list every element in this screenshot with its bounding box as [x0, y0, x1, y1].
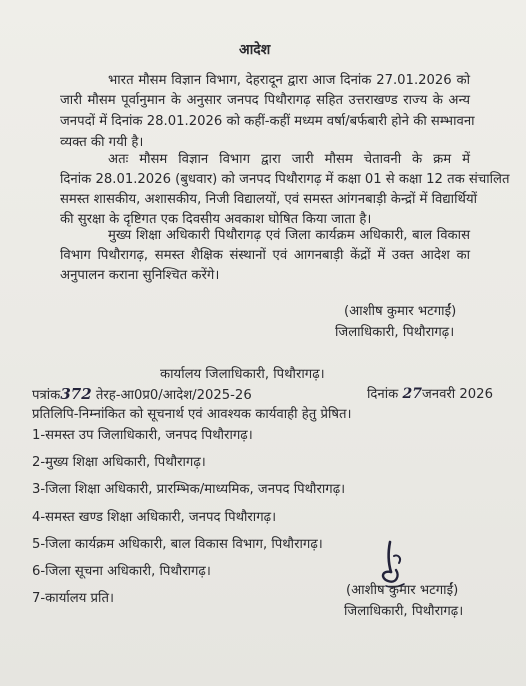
para3-line3: अनुपालन कराना सुनिश्चित करेंगे। — [60, 268, 220, 283]
ref-prefix: पत्रांक — [32, 388, 61, 403]
office-heading: कार्यालय जिलाधिकारी, पिथौरागढ़। — [160, 367, 325, 382]
date-day-handwritten: 27 — [402, 386, 422, 402]
para3-line1: मुख्य शिक्षा अधिकारी पिथौरागढ़ एवं जिला कार्यक्रम अधिकारी, बाल विकास — [108, 228, 470, 243]
dispatch-signatory-name: (आशीष कुमार भटगाईं) — [346, 583, 459, 598]
para3-line2: विभाग पिथौरागढ़, समस्त शैक्षिक संस्थानों एवं आगनबाड़ी केंद्रों में उक्त आदेश का — [60, 248, 470, 263]
para2-line4: की सुरक्षा के दृष्टिगत एक दिवसीय अवकाश घोषित किया जाता है। — [60, 212, 372, 227]
date-rest: जनवरी 2026 — [421, 387, 493, 402]
para2-line1: अतः मौसम विज्ञान विभाग द्वारा जारी मौसम चेतावनी के क्रम में — [108, 152, 470, 167]
dispatch-signatory-title: जिलाधिकारी, पिथौरागढ़। — [344, 604, 464, 619]
order-signatory-title: जिलाधिकारी, पिथौरागढ़। — [335, 325, 455, 340]
ref-rest: तेरह-आ0प्र0/आदेश/2025-26 — [95, 388, 252, 403]
recipient-1: 1-समस्त उप जिलाधिकारी, जनपद पिथौरागढ़। — [32, 428, 253, 443]
recipient-5: 5-जिला कार्यक्रम अधिकारी, बाल विकास विभाग, पिथौरागढ़। — [32, 537, 323, 552]
recipient-4: 4-समस्त खण्ड शिक्षा अधिकारी, जनपद पिथौरागढ़। — [32, 510, 277, 525]
para1-line2: जारी मौसम पूर्वानुमान के अनुसार जनपद पिथौरागढ़ सहित उत्तराखण्ड राज्य के अन्य — [60, 93, 470, 108]
date-line — [367, 384, 493, 405]
recipient-7: 7-कार्यालय प्रति। — [32, 591, 114, 606]
para2-line2: दिनांक 28.01.2026 (बुधवार) को जनपद पिथौरागढ़ में कक्षा 01 से कक्षा 12 तक संचालित — [60, 172, 510, 187]
date-prefix: दिनांक — [367, 387, 399, 402]
order-signatory-name: (आशीष कुमार भटगाईं) — [344, 304, 457, 319]
para1-line1: भारत मौसम विज्ञान विभाग, देहरादून द्वारा आज दिनांक 27.01.2026 को — [108, 73, 470, 88]
para1-line3: जनपदों में दिनांक 28.01.2026 को कहीं-कहीं मध्यम वर्षा/बर्फबारी होने की सम्भावना — [60, 114, 475, 129]
para2-line3: समस्त शासकीय, अशासकीय, निजी विद्यालयों, एवं समस्त आंगनबाड़ी केन्द्रों में विद्यार्थियों — [60, 192, 478, 207]
recipient-3: 3-जिला शिक्षा अधिकारी, प्रारम्भिक/माध्यमिक, जनपद पिथौरागढ़। — [32, 482, 346, 497]
reference-line — [32, 384, 252, 406]
recipient-2: 2-मुख्य शिक्षा अधिकारी, पिथौरागढ़। — [32, 455, 206, 470]
order-title: आदेश — [239, 42, 271, 58]
recipient-6: 6-जिला सूचना अधिकारी, पिथौरागढ़। — [32, 564, 211, 579]
ref-number-handwritten: 372 — [60, 385, 92, 403]
copy-intro: प्रतिलिपि-निम्नांकित को सूचनार्थ एवं आवश्यक कार्यवाही हेतु प्रेषित। — [32, 407, 352, 422]
para1-line4: व्यक्त की गयी है। — [60, 135, 144, 150]
